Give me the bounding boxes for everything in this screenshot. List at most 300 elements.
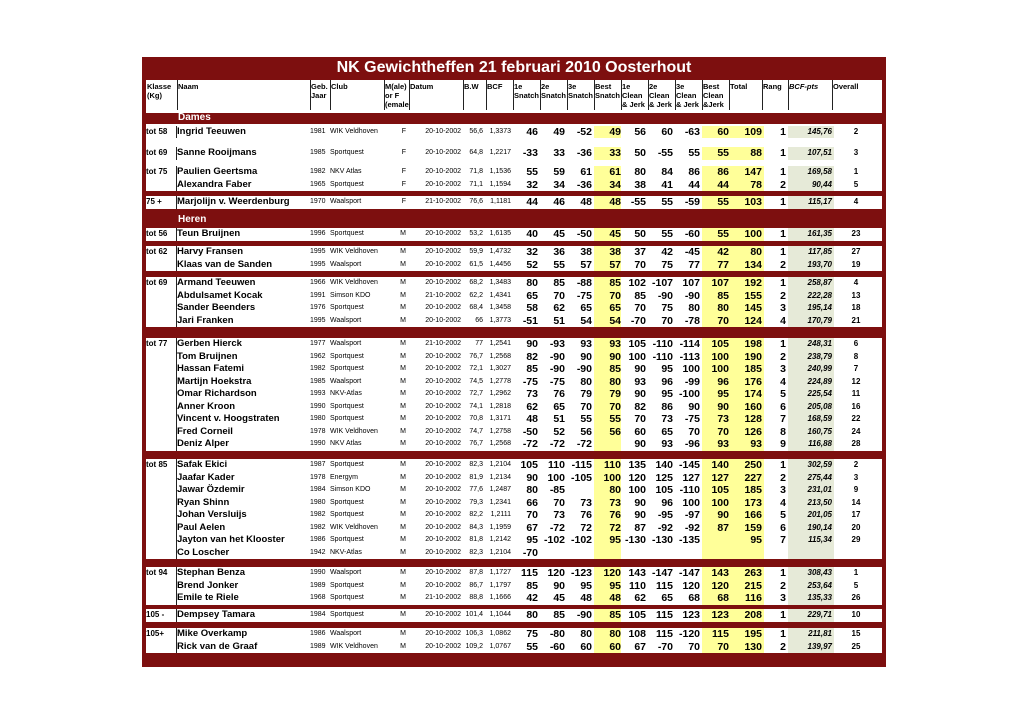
cell-s2: -72 [549, 438, 565, 450]
cell-naam: Mike Overkamp [177, 628, 248, 639]
table-row [146, 166, 882, 179]
cell-c1: 80 [634, 166, 646, 178]
cell-bcfpts: 238,79 [788, 351, 834, 364]
cell-c1: 70 [634, 302, 646, 314]
cell-c3 [675, 547, 700, 560]
cell-bcf: 1,2778 [489, 377, 511, 385]
cell-geb: 1980 [310, 415, 326, 422]
cell-s1: 66 [526, 496, 538, 509]
cell-c3: -120 [678, 628, 700, 640]
cell-bw: 71,8 [469, 168, 483, 175]
column-divider [176, 628, 177, 653]
cell-overall: 9 [853, 485, 859, 494]
cell-naam: Paul Aelen [177, 521, 226, 533]
cell-s2: 52 [553, 425, 565, 438]
cell-sbest: 49 [594, 126, 621, 139]
cell-club: WIK Veldhoven [330, 427, 378, 435]
cell-s3: 57 [580, 258, 592, 271]
cell-bcfpts: 190,14 [788, 522, 834, 535]
table-row [146, 277, 882, 290]
cell-bcfpts: 225,54 [788, 388, 834, 401]
cell-c2: -92 [657, 521, 673, 534]
cell-c2: 115 [656, 609, 673, 621]
cell-geb: 1986 [310, 536, 326, 543]
weight-class-block [146, 126, 882, 139]
cell-geb: 1977 [310, 340, 326, 347]
cell-datum: 20-10-2002 [425, 248, 461, 255]
cell-c1: 60 [634, 425, 646, 438]
cell-naam: Jayton van het Klooster [177, 534, 285, 545]
cell-c3: 100 [682, 496, 700, 509]
cell-geb: 1965 [310, 180, 326, 188]
table-row [146, 315, 882, 328]
cell-bw: 71,1 [469, 180, 483, 188]
cell-naam: Co Loscher [177, 546, 230, 558]
table-row [146, 246, 882, 259]
cell-bw: 84,3 [469, 523, 483, 531]
header-c2: 2e Clean & Jerk [649, 82, 672, 109]
cell-rang: 2 [780, 471, 786, 484]
cell-c1: 120 [628, 471, 646, 484]
cell-s1: 62 [526, 400, 538, 413]
header-divider [702, 80, 703, 110]
cell-sbest: 85 [594, 277, 621, 290]
cell-c2: 65 [661, 592, 673, 604]
cell-naam: Paulien Geertsma [177, 166, 258, 177]
cell-geb: 1966 [310, 279, 326, 286]
column-divider [176, 338, 177, 451]
cell-c2: -110 [652, 350, 673, 363]
cell-mf: M [400, 402, 406, 410]
cell-geb: 1978 [310, 427, 326, 435]
header-cbest: Best Clean &Jerk [703, 82, 724, 109]
cell-s2: 34 [553, 178, 565, 191]
header-divider [409, 80, 410, 110]
cell-total: 103 [729, 196, 764, 209]
table-row [146, 290, 882, 303]
cell-geb: 1984 [310, 486, 326, 493]
cell-c3: 90 [688, 400, 700, 413]
cell-rang: 1 [780, 338, 786, 350]
cell-cbest: 87 [702, 522, 729, 535]
cell-naam: Rick van de Graaf [177, 640, 258, 652]
cell-overall: 20 [851, 522, 861, 532]
cell-s3: 61 [580, 166, 592, 178]
cell-club: WIK Veldhoven [330, 523, 378, 531]
cell-bcf: 1,2142 [489, 536, 511, 543]
cell-bcfpts: 211,81 [788, 628, 834, 641]
cell-s3: 65 [580, 302, 592, 314]
table-row [146, 126, 882, 139]
cell-bcfpts: 116,88 [788, 438, 834, 451]
cell-c2: -70 [657, 640, 673, 653]
cell-c1: 100 [628, 484, 646, 496]
cell-rang: 1 [780, 166, 786, 178]
cell-s2: -75 [549, 375, 565, 388]
cell-klasse [146, 509, 174, 522]
cell-mf: M [400, 365, 406, 372]
cell-klasse [146, 363, 174, 376]
cell-cbest: 60 [702, 126, 729, 139]
header-s3: 3e Snatch [568, 82, 594, 100]
cell-klasse [146, 472, 174, 485]
header-s2: 2e Snatch [541, 82, 567, 100]
table-row [146, 609, 882, 622]
cell-geb: 1942 [310, 548, 326, 556]
cell-s1: 90 [526, 471, 538, 484]
cell-s2: 62 [553, 302, 565, 314]
header-divider [310, 80, 311, 110]
cell-c3: -45 [684, 246, 700, 258]
cell-overall: 1 [853, 167, 859, 176]
cell-bcfpts: 205,08 [788, 401, 834, 414]
cell-datum: 20-10-2002 [425, 316, 461, 324]
cell-klasse: tot 94 [146, 568, 168, 577]
cell-bcfpts: 107,51 [788, 147, 834, 160]
cell-s1: 73 [526, 388, 538, 400]
cell-bcfpts: 201,05 [788, 509, 834, 522]
cell-overall: 10 [851, 610, 861, 619]
cell-rang: 2 [780, 178, 786, 191]
cell-total: 130 [729, 641, 764, 654]
cell-c1: 62 [634, 592, 646, 604]
cell-s3: 70 [580, 400, 592, 413]
cell-s2: 90 [553, 579, 565, 592]
cell-c2: 115 [656, 579, 673, 592]
cell-overall: 28 [851, 439, 861, 448]
column-divider [176, 567, 177, 605]
cell-klasse [146, 351, 174, 364]
cell-bcf: 1,2104 [489, 548, 511, 556]
page-title: NK Gewichtheffen 21 februari 2010 Oosterhout [336, 59, 692, 76]
cell-club: NKV-Atlas [330, 390, 362, 397]
cell-total: 198 [729, 338, 764, 351]
cell-rang: 4 [780, 496, 786, 509]
cell-bcfpts: 308,43 [788, 567, 834, 580]
cell-naam: Stephan Benza [177, 567, 246, 578]
cell-club: NKV-Atlas [330, 548, 362, 556]
cell-overall: 29 [851, 535, 861, 544]
cell-c1: -55 [630, 196, 646, 208]
cell-c3: 86 [688, 166, 700, 178]
cell-s1: 105 [520, 459, 538, 471]
column-divider [176, 126, 177, 139]
cell-geb: 1996 [310, 230, 326, 237]
cell-c1: 67 [634, 640, 646, 653]
cell-naam: Hassan Fatemi [177, 363, 245, 374]
cell-klasse: 105+ [146, 629, 165, 638]
cell-s3: -115 [571, 459, 592, 471]
cell-klasse: tot 58 [146, 126, 168, 136]
cell-bcf: 1,6135 [489, 230, 511, 237]
column-divider [176, 609, 177, 622]
cell-total: 185 [729, 363, 764, 376]
cell-s1: 80 [526, 609, 538, 621]
header-divider [177, 80, 178, 110]
cell-bcfpts: 195,14 [788, 302, 834, 315]
cell-s2: 70 [553, 496, 565, 509]
cell-s3: -105 [570, 471, 592, 484]
cell-bw: 79,3 [469, 498, 483, 506]
cell-s1: 95 [526, 534, 538, 546]
cell-rang: 2 [780, 640, 786, 653]
cell-c3: -145 [678, 459, 700, 471]
cell-s1: 46 [526, 125, 538, 138]
cell-klasse: tot 85 [146, 460, 168, 469]
cell-bw: 68,4 [469, 304, 483, 311]
cell-total: 250 [729, 459, 764, 472]
cell-total: 109 [729, 126, 764, 139]
cell-s3: -90 [576, 363, 592, 375]
cell-naam: Alexandra Faber [177, 178, 252, 190]
header-divider [594, 80, 595, 110]
cell-mf: M [400, 581, 406, 589]
cell-s2: 70 [553, 289, 565, 302]
header-divider [486, 80, 487, 110]
cell-bcf: 1,1959 [489, 523, 511, 531]
cell-klasse [146, 401, 174, 414]
cell-cbest: 140 [702, 459, 729, 472]
column-divider [176, 196, 177, 209]
cell-datum: 20-10-2002 [425, 127, 461, 135]
cell-cbest: 96 [702, 376, 729, 389]
cell-bcfpts: 222,28 [788, 290, 834, 303]
cell-bcf: 1,1181 [490, 198, 511, 205]
section-dames [146, 113, 882, 124]
cell-cbest: 143 [702, 567, 729, 580]
cell-cbest: 90 [702, 509, 729, 522]
cell-cbest: 107 [702, 277, 729, 290]
cell-total [729, 547, 764, 560]
cell-bw: 82,3 [469, 548, 483, 556]
cell-bw: 61,5 [469, 260, 483, 268]
cell-bcfpts: 168,59 [788, 413, 834, 426]
cell-s1: 90 [526, 338, 538, 350]
cell-total: 78 [729, 179, 764, 192]
cell-overall [832, 547, 880, 560]
cell-c3: 70 [688, 640, 700, 653]
cell-c3: 68 [688, 592, 700, 604]
cell-s1: 70 [526, 509, 538, 521]
header-bw: B.W [464, 82, 479, 91]
weight-class-block [146, 166, 882, 191]
cell-bcfpts: 248,31 [788, 338, 834, 351]
cell-club: Sportquest [330, 415, 364, 422]
cell-cbest: 123 [702, 609, 729, 622]
cell-total: 159 [729, 522, 764, 535]
cell-cbest [702, 534, 729, 547]
cell-datum: 20-10-2002 [425, 536, 461, 543]
cell-datum: 20-10-2002 [425, 486, 461, 493]
cell-naam: Johan Versluijs [177, 509, 247, 520]
header-overall: Overall [833, 82, 859, 91]
cell-bcfpts: 115,34 [788, 534, 834, 547]
cell-club: Waalsport [330, 377, 362, 385]
cell-bcf: 1,1536 [489, 168, 511, 175]
cell-naam: Ingrid Teeuwen [177, 125, 246, 137]
cell-datum: 21-10-2002 [425, 340, 461, 347]
cell-c3: -96 [684, 438, 700, 450]
cell-s2: 55 [553, 258, 565, 271]
cell-s2 [540, 547, 565, 560]
cell-c1: 110 [629, 579, 646, 592]
cell-sbest: 120 [594, 567, 621, 580]
cell-cbest: 68 [702, 592, 729, 605]
cell-c1: 90 [634, 496, 646, 509]
cell-rang: 6 [780, 521, 786, 534]
cell-sbest [594, 547, 621, 560]
weight-class-block [146, 628, 882, 653]
cell-s3 [567, 547, 592, 560]
cell-datum: 20-10-2002 [425, 377, 461, 385]
table-row [146, 459, 882, 472]
cell-rang: 6 [780, 400, 786, 413]
cell-s2: 51 [553, 314, 565, 327]
cell-naam: Deniz Alper [177, 438, 229, 449]
header-divider [567, 80, 568, 110]
header-naam: Naam [178, 82, 199, 91]
cell-sbest: 95 [594, 534, 621, 547]
cell-rang: 1 [780, 125, 786, 138]
cell-club: Sportquest [330, 498, 364, 506]
cell-s2: 33 [553, 147, 565, 159]
cell-s2: -90 [549, 350, 565, 363]
cell-overall: 1 [853, 568, 859, 577]
cell-klasse [146, 592, 174, 605]
cell-rang: 1 [780, 628, 786, 640]
cell-bw: 77 [475, 340, 483, 347]
table-row [146, 472, 882, 485]
cell-c2: 86 [661, 400, 673, 413]
cell-club: Sportquest [330, 149, 364, 156]
cell-club: Waalsport [330, 260, 362, 268]
cell-rang: 7 [780, 413, 786, 425]
cell-c3: -114 [679, 338, 700, 350]
column-divider [176, 147, 177, 160]
cell-cbest: 55 [702, 147, 729, 160]
cell-cbest: 77 [702, 259, 729, 272]
cell-klasse: tot 56 [146, 229, 168, 238]
cell-geb: 1976 [310, 304, 326, 311]
cell-sbest: 54 [594, 315, 621, 328]
cell-rang: 2 [780, 289, 786, 302]
header-klasse: Klasse (Kg) [147, 82, 172, 100]
cell-rang: 1 [780, 147, 786, 159]
cell-s1: 58 [526, 302, 538, 314]
cell-c2 [648, 547, 673, 560]
cell-s1: 75 [526, 628, 538, 640]
cell-rang: 3 [780, 484, 786, 496]
cell-bcf: 1,3458 [489, 304, 511, 311]
cell-club: Sportquest [330, 611, 364, 618]
cell-total: 195 [729, 628, 764, 641]
cell-s1: 85 [526, 579, 538, 592]
cell-s3: 95 [580, 579, 592, 592]
cell-c3: 100 [682, 363, 700, 375]
cell-s2: 45 [553, 228, 565, 240]
weight-class-block [146, 459, 882, 559]
cell-klasse [146, 179, 174, 192]
cell-bcfpts: 115,17 [788, 196, 834, 209]
cell-c3: -90 [684, 289, 700, 302]
cell-c3: -113 [679, 350, 700, 363]
cell-klasse: 75 + [146, 197, 162, 206]
cell-mf: M [400, 316, 406, 324]
cell-c1: 105 [628, 609, 646, 621]
cell-naam: Dempsey Tamara [177, 609, 255, 620]
section-heren [146, 215, 882, 226]
cell-c1: 70 [634, 413, 646, 425]
cell-mf: M [400, 498, 406, 506]
cell-klasse: 105 - [146, 610, 165, 619]
results-sheet [142, 57, 886, 667]
cell-club: Sportquest [330, 352, 364, 360]
cell-bw: 72,7 [469, 390, 483, 397]
cell-datum: 21-10-2002 [425, 594, 461, 601]
cell-c2: 60 [661, 125, 673, 138]
cell-sbest: 45 [594, 228, 621, 241]
cell-rang: 5 [780, 388, 786, 400]
cell-mf: M [400, 248, 406, 255]
cell-c2: 42 [661, 246, 673, 258]
cell-klasse [146, 413, 174, 426]
cell-s1: -50 [522, 425, 538, 438]
cell-club: NKV Atlas [330, 440, 362, 447]
cell-klasse [146, 534, 174, 547]
table-row [146, 259, 882, 272]
cell-c1: 93 [634, 375, 646, 388]
header-total: Total [730, 82, 748, 91]
cell-sbest: 70 [594, 401, 621, 414]
cell-cbest: 86 [702, 166, 729, 179]
cell-cbest: 70 [702, 315, 729, 328]
cell-geb: 1989 [310, 581, 326, 589]
cell-klasse: tot 69 [146, 148, 168, 157]
cell-s1: 44 [526, 196, 538, 208]
cell-naam: Teun Bruijnen [177, 228, 241, 239]
cell-cbest: 55 [702, 196, 729, 209]
cell-bcfpts: 240,99 [788, 363, 834, 376]
cell-total: 166 [729, 509, 764, 522]
cell-overall: 22 [851, 414, 861, 423]
cell-datum: 20-10-2002 [425, 427, 461, 435]
cell-mf: F [401, 198, 406, 205]
cell-cbest: 100 [702, 363, 729, 376]
cell-s3: 54 [580, 314, 592, 327]
cell-bcf: 1,3773 [489, 316, 511, 324]
cell-bcf: 1,3171 [489, 415, 511, 422]
cell-overall: 13 [851, 290, 861, 300]
cell-total: 185 [729, 484, 764, 497]
cell-bcf: 1,1797 [489, 581, 511, 589]
cell-sbest: 33 [594, 147, 621, 160]
cell-sbest [594, 438, 621, 451]
cell-s3: 79 [580, 388, 592, 400]
header-rang: Rang [763, 82, 782, 91]
cell-klasse [146, 259, 174, 272]
cell-c3: -63 [684, 125, 700, 138]
cell-mf: M [400, 340, 406, 347]
table-row [146, 401, 882, 414]
cell-club: Waalsport [330, 316, 362, 324]
cell-s3: -90 [576, 609, 592, 621]
cell-s3: 60 [580, 640, 592, 653]
cell-total: 173 [729, 497, 764, 510]
cell-overall: 3 [853, 472, 859, 482]
cell-bcfpts: 253,64 [788, 580, 834, 593]
cell-club: Waalsport [330, 630, 362, 637]
header-datum: Datum [410, 82, 434, 91]
